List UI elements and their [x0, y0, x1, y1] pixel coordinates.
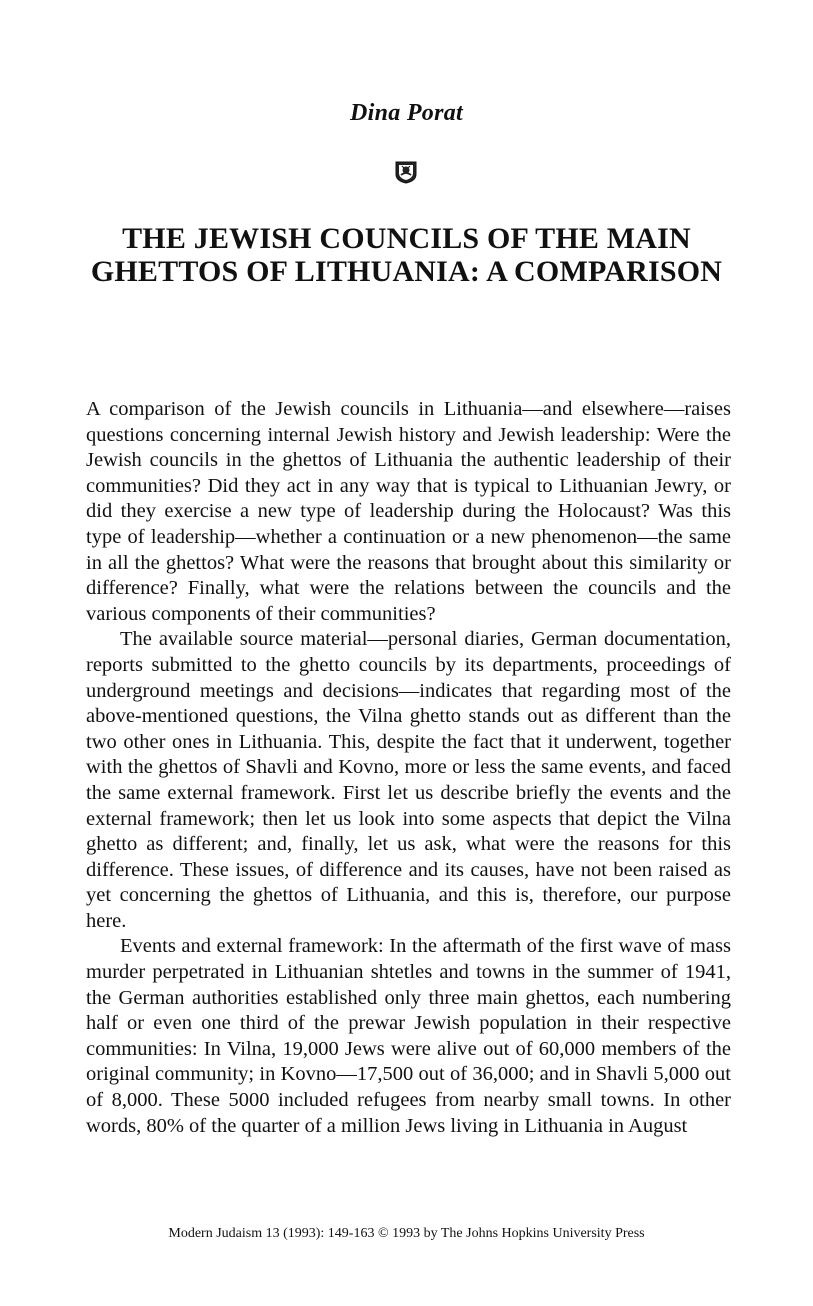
publisher-emblem-icon [393, 158, 419, 184]
journal-citation: Modern Judaism 13 (1993): 149-163 © 1993 by The Johns Hopkins University Press [168, 1226, 645, 1241]
author-name: Dina Porat [349, 100, 463, 126]
body-paragraph: Events and external framework: In the aftermath of the first wave of mass murder perpetrated in Lithuanian shtetles and towns in the summer of 1941, the German authorities established only three main ghettos, each numbering half or even one third of the prewar Jewish population in their respective communities: In Vilna, 19,000 Jews were alive out of 60,000 members of the original community; in Kovno—17,500 out of 36,000; and in Shavli 5,000 out of 8,000. These 5000 included refugees from nearby small towns. In other words, 80% of the quarter of a million Jews living in Lithuania in August [86, 935, 731, 1137]
body-paragraph: A comparison of the Jewish councils in Lithuania—and elsewhere—raises questions concerning internal Jewish history and Jewish leadership: Were the Jewish councils in the ghettos of Lithuania the authentic leadership of their communities? Did they act in any way that is typical to Lithuanian Jewry, or did they exercise a new type of leadership during the Holocaust? Was this type of leadership—whether a continuation or a new phenomenon—the same in all the ghettos? What were the reasons that brought about this similarity or difference? Finally, what were the relations between the councils and the various components of their communities? [86, 398, 731, 625]
body-paragraph: The available source material—personal diaries, German documentation, reports submitted to the ghetto councils by its departments, proceedings of underground meetings and decisions—indicates that regarding most of the above-mentioned questions, the Vilna ghetto stands out as different than the two other ones in Lithuania. This, despite the fact that it underwent, together with the ghettos of Shavli and Kovno, more or less the same events, and faced the same external framework. First let us describe briefly the events and the external framework; then let us look into some aspects that depict the Vilna ghetto as different; and, finally, let us ask, what were the reasons for this difference. These issues, of difference and its causes, have not been raised as yet concerning the ghettos of Lithuania, and this is, therefore, our purpose here. [86, 628, 731, 932]
article-title: THE JEWISH COUNCILS OF THE MAIN GHETTOS OF LITHUANIA: A COMPARISON [90, 222, 723, 288]
article-body [86, 397, 731, 1139]
